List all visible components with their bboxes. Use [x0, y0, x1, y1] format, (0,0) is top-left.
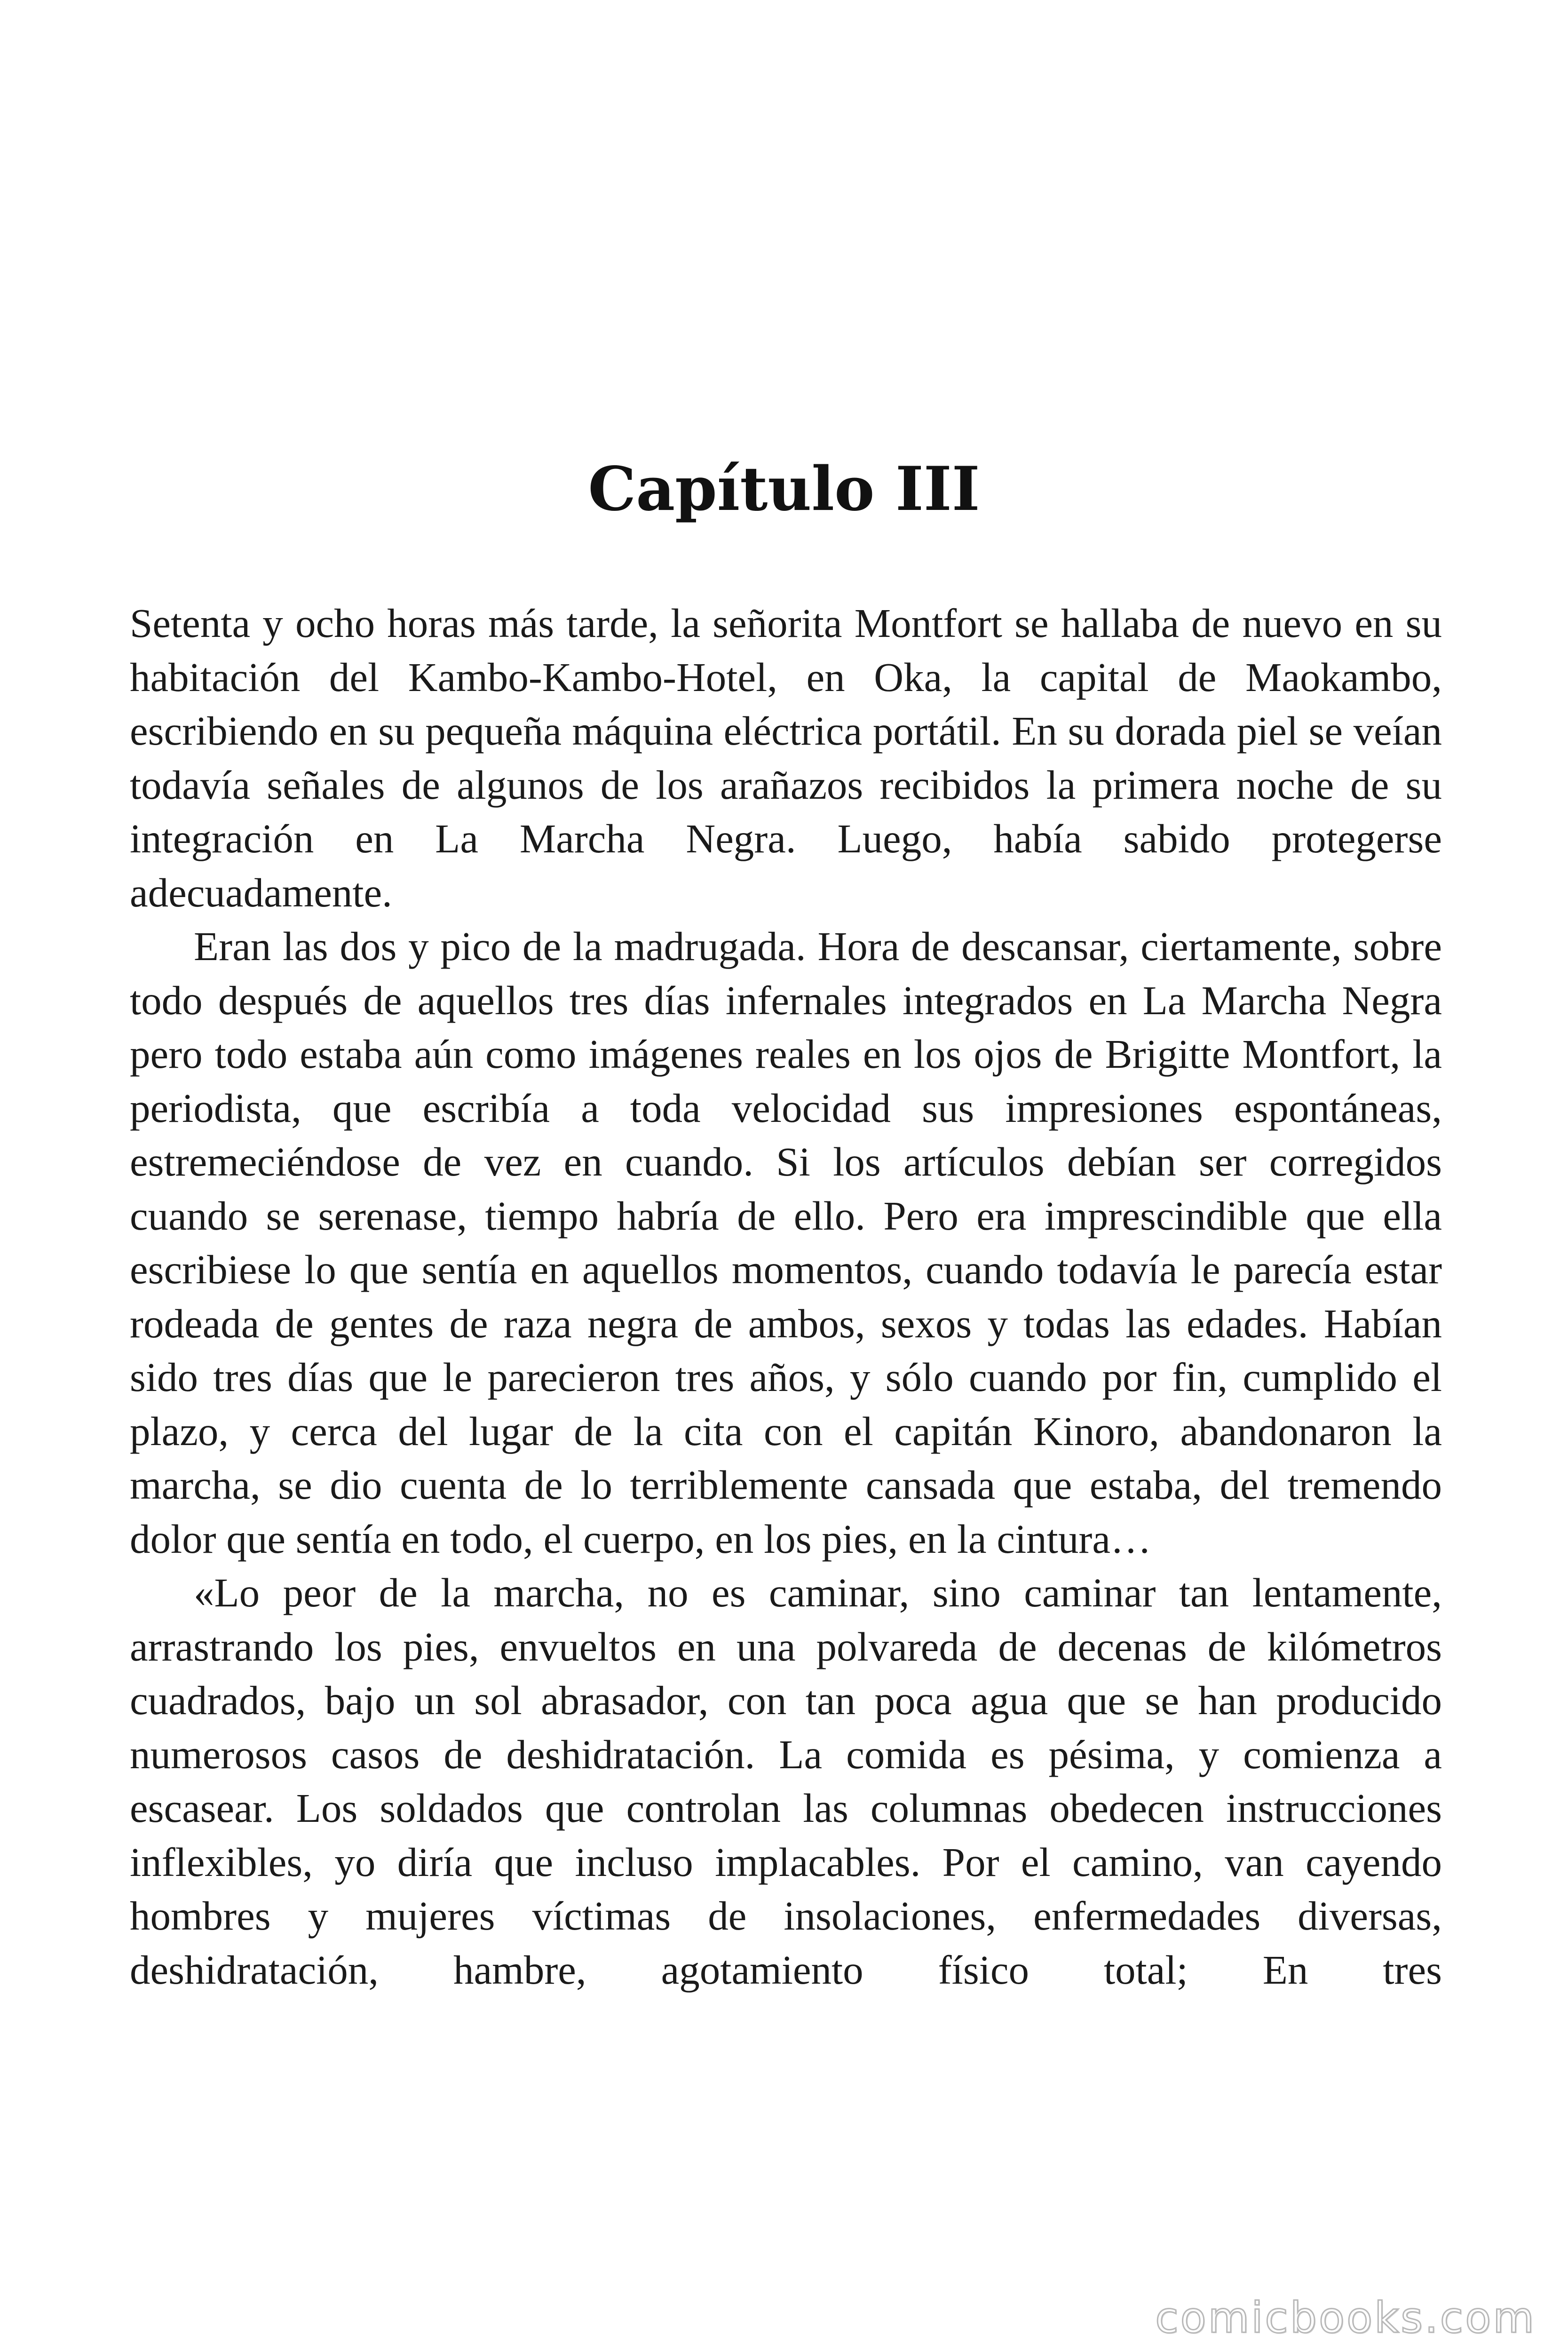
watermark-logo: comicbooks.com — [1155, 2293, 1536, 2343]
paragraph-2: Eran las dos y pico de la madrugada. Hora de descansar, ciertamente, sobre todo después de aquellos tres días infernales integrados en La Marcha Negra pero todo estaba aún como imágenes reales en los ojos de Brigitte Montfort, la periodista, que escribía a toda velocidad sus impresiones espontáneas, estremeciéndose de vez en cuando. Si los artículos debían ser corregidos cuando se serenase, tiempo habría de ello. Pero era imprescindible que ella escribiese lo que sentía en aquellos momentos, cuando todavía le parecía estar rodeada de gentes de raza negra de ambos, sexos y todas las edades. Habían sido tres días que le parecieron tres años, y sólo cuando por fin, cumplido el plazo, y cerca del lugar de la cita con el capitán Kinoro, abandonaron la marcha, se dio cuenta de lo terriblemente cansada que estaba, del tremendo dolor que sentía en todo, el cuerpo, en los pies, en la cintura… — [130, 923, 1442, 1562]
chapter-body — [130, 596, 1442, 1997]
paragraph-1: Setenta y ocho horas más tarde, la señorita Montfort se hallaba de nuevo en su habitación del Kambo-Kambo-Hotel, en Oka, la capital de Maokambo, escribiendo en su pequeña máquina eléctrica portátil. En su dorada piel se veían todavía señales de algunos de los arañazos recibidos la primera noche de su integración en La Marcha Negra. Luego, había sabido protegerse adecuadamente. — [130, 600, 1442, 915]
chapter-title: Capítulo III — [588, 454, 980, 524]
paragraph-3: «Lo peor de la marcha, no es caminar, sino caminar tan lentamente, arrastrando los pies, envueltos en una polvareda de decenas de kilómetros cuadrados, bajo un sol abrasador, con tan poca agua que se han producido numerosos casos de deshidratación. La comida es pésima, y comienza a escasear. Los soldados que controlan las columnas obedecen instrucciones inflexibles, yo diría que incluso implacables. Por el camino, van cayendo hombres y mujeres víctimas de insolaciones, enfermedades diversas, deshidratación, hambre, agotamiento físico total; En tres — [130, 1570, 1442, 1993]
